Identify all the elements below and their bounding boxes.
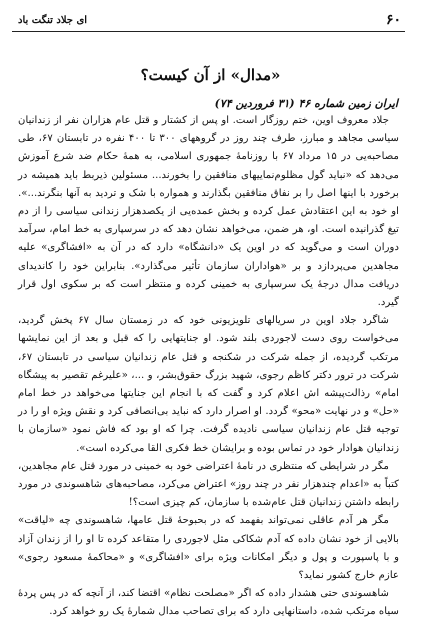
- running-head: [18, 12, 401, 28]
- article-source: ایران زمین شماره ۴۶ (۳۱ فروردین ۷۴): [214, 97, 398, 110]
- article-title: «مدال» از آن کیست؟: [140, 66, 281, 84]
- paragraph: مگر در شرایطی که منتظری در نامهٔ اعتراضی خود به خمینی در مورد قتل عام مجاهدین، کتباً به «اعدام چندهزار نفر در چند روز» اعتراض می‌کرد، مصاحبه‌های شاهسوندی در مورد رابطه داشتن زندانیان قتل عام‌شده با سازمان، کم چیزی است؟!: [18, 460, 399, 509]
- paragraph: مگر هر آدم عاقلی نمی‌تواند بفهمد که در بحبوحهٔ قتل عامها، شاهسوندی چه «لیاقت» بالایی از خود نشان داده که آدم شکاکی مثل لاجوردی را متقاعد کرده تا او را از زندان آزاد و با پاسپورت و پول و دیگر امکانات ویژه برای «افشاگری» و «محاکمهٔ مسعود رجوی» عازم خارج کشور نماید؟: [18, 515, 399, 582]
- paragraph: شاهسوندی حتی هشدار داده که اگر «مصلحت نظام» اقتضا کند، از آنچه که در پس پردهٔ سیاه مرتکب شده، داستانهایی دارد که برای تصاحب مدال شمارهٔ یک رو خواهد کرد.: [18, 588, 399, 618]
- paragraph: جلاد معروف اوین، ختم روزگار است. او پس از کشتار و قتل عام هزاران نفر از زندانیان سیاسی مجاهد و مبارز، طرف چند روز در گروههای ۳۰۰ تا ۴۰۰ نفره در تابستان ۶۷، طی مصاحبه‌یی در ۱۵ مرداد ۶۷ با روزنامهٔ جمهوری اسلامی، به همهٔ حکام ضد شرع آموزش می‌دهد که «نباید گول مظلوم‌نماییهای منافقین را بخورند... مسئولین ذیربط باید همیشه در برخورد با اینها اصل را بر نفاق منافقین بگذارند و همواره با شک و تردید به آنها بنگرند...». او خود به این اعتقادش عمل کرده و بخش عمده‌یی از یکصدهزار زندانی سیاسی را از دم تیغ گذرانیده است. او، هر ضمن، می‌خواهد نشان دهد که در سرسپاری به خط امام، سرآمد دوران است و می‌گوید که در اوین یک «دانشگاه» دارد که در آن به «افشاگری» علیه مجاهدین می‌پردازد و بر «هواداران سازمان تأثیر می‌گذارد». بنابراین خود را کاندیدای دریافت مدال درجهٔ یک سرسپاری به خمینی کرده و منتظر است که بر سکوی اول قرار گیرد.: [18, 115, 400, 309]
- book-title: ای جلاد تنگت باد: [18, 14, 88, 26]
- page-number: ۶۰: [385, 12, 401, 28]
- paragraph: شاگرد جلاد اوین در سریالهای تلویزیونی خود که در زمستان سال ۶۷ پخش گردید، می‌خواست روی دست لاجوردی بلند شود. او جنایتهایی را که قبل و بعد از این نمایشها مرتکب گردیده، از جمله شرکت در شکنجه و قتل عام زندانیان سیاسی در تابستان ۶۷، شرکت در ترور دکتر کاظم رجوی، شهید بزرگ حقوق‌بشر، و ...، «علیرغم تقصیر به پیشگاه امام» رذالت‌پیشه اش اعلام کرد و گفت که با انجام این جنایتها می‌خواهد در خط امام «حل» و در نهایت «محو» گردد. او اصرار دارد که نباید بی‌انصافی کرد و نقش ویژه او را در توجیه قتل عام زندانیان سیاسی نادیده گرفت. چرا که او بود که فاش نمود «سازمان با زندانیان هوادار خود در تماس بوده و برایشان خط فکری القا می‌کرده است».: [18, 315, 399, 454]
- header-rule: [12, 31, 405, 32]
- article-body: [18, 112, 399, 622]
